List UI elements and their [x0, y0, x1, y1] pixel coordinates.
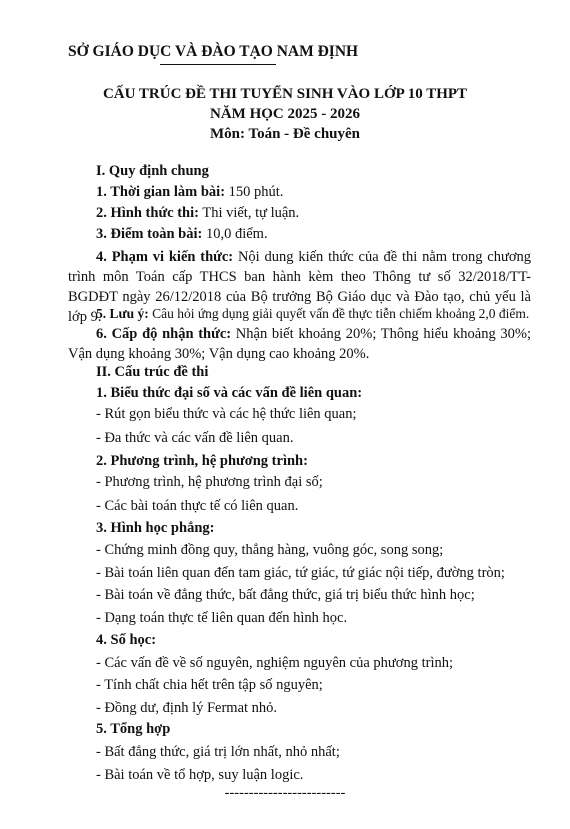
rule-label: 3. Điểm toàn bài:	[96, 226, 203, 242]
department-underline	[160, 64, 276, 65]
topic-line: - Dạng toán thực tế liên quan đến hình học.	[96, 610, 348, 626]
rule-value: Câu hỏi ứng dụng giải quyết vấn đề thực tiễn chiếm khoảng 2,0 điểm.	[148, 306, 530, 321]
rule-label: 5. Lưu ý:	[96, 306, 149, 321]
rule-value: Nội dung kiến thức của đề thi nằm trong chương trình môn Toán cấp THCS ban hành kèm theo Thông tư số 32/2018/TT-BGDĐT ngày 26/12/2018 của Bộ trưởng Bộ Giáo dục và Đào tạo, chủ yếu là lớp 9.	[68, 249, 532, 325]
topic-title-algebra: 1. Biểu thức đại số và các vấn đề liên quan:	[96, 385, 363, 401]
rule-item-format	[96, 205, 299, 222]
department-name: SỞ GIÁO DỤC VÀ ĐÀO TẠO NAM ĐỊNH	[68, 43, 359, 60]
topic-line: - Đồng dư, định lý Fermat nhỏ.	[96, 700, 278, 716]
rule-value: Thi viết, tự luận.	[198, 205, 300, 221]
rule-label: 2. Hình thức thi:	[96, 205, 199, 221]
topic-line: - Rút gọn biểu thức và các hệ thức liên quan;	[96, 406, 357, 422]
topic-title-number-theory: 4. Số học:	[96, 632, 157, 648]
topic-line: - Bất đẳng thức, giá trị lớn nhất, nhỏ nhất;	[96, 744, 340, 760]
section-heading-general: I. Quy định chung	[96, 163, 209, 179]
topic-title-geometry: 3. Hình học phẳng:	[96, 520, 215, 536]
topic-line: - Đa thức và các vấn đề liên quan.	[96, 430, 294, 446]
rule-label: 4. Phạm vi kiến thức:	[96, 249, 234, 265]
section-heading-structure: II. Cấu trúc đề thi	[96, 364, 209, 380]
topic-title-equations: 2. Phương trình, hệ phương trình:	[96, 453, 308, 469]
rule-value: 10,0 điểm.	[202, 226, 268, 242]
topic-title-combined: 5. Tổng hợp	[96, 721, 171, 737]
rule-label: 6. Cấp độ nhận thức:	[96, 326, 232, 342]
subject-line: Môn: Toán - Đề chuyên	[209, 126, 361, 142]
topic-line: - Chứng minh đồng quy, thẳng hàng, vuông góc, song song;	[96, 542, 444, 558]
document-title: CẤU TRÚC ĐỀ THI TUYỂN SINH VÀO LỚP 10 THPT	[102, 86, 468, 102]
rule-value: 150 phút.	[225, 184, 284, 200]
school-year: NĂM HỌC 2025 - 2026	[210, 106, 360, 122]
topic-line: - Bài toán liên quan đến tam giác, tứ giác, tứ giác nội tiếp, đường tròn;	[96, 565, 505, 581]
topic-line: - Tính chất chia hết trên tập số nguyên;	[96, 677, 323, 693]
topic-line: - Bài toán về đẳng thức, bất đẳng thức, giá trị biểu thức hình học;	[96, 587, 475, 603]
rule-value: Nhận biết khoảng 20%; Thông hiểu khoảng 30%; Vận dụng khoảng 30%; Vận dụng cao khoảng 20%.	[68, 326, 532, 362]
end-rule: -------------------------	[224, 785, 346, 801]
rule-item-note	[96, 306, 529, 322]
rule-item-cognitive-levels	[68, 324, 531, 364]
rule-item-duration	[96, 184, 283, 201]
rule-item-score	[96, 226, 268, 243]
topic-line: - Các vấn đề về số nguyên, nghiệm nguyên của phương trình;	[96, 655, 453, 671]
rule-label: 1. Thời gian làm bài:	[96, 184, 226, 200]
topic-line: - Bài toán về tổ hợp, suy luận logic.	[96, 767, 304, 783]
topic-line: - Phương trình, hệ phương trình đại số;	[96, 474, 323, 490]
topic-line: - Các bài toán thực tế có liên quan.	[96, 498, 299, 514]
